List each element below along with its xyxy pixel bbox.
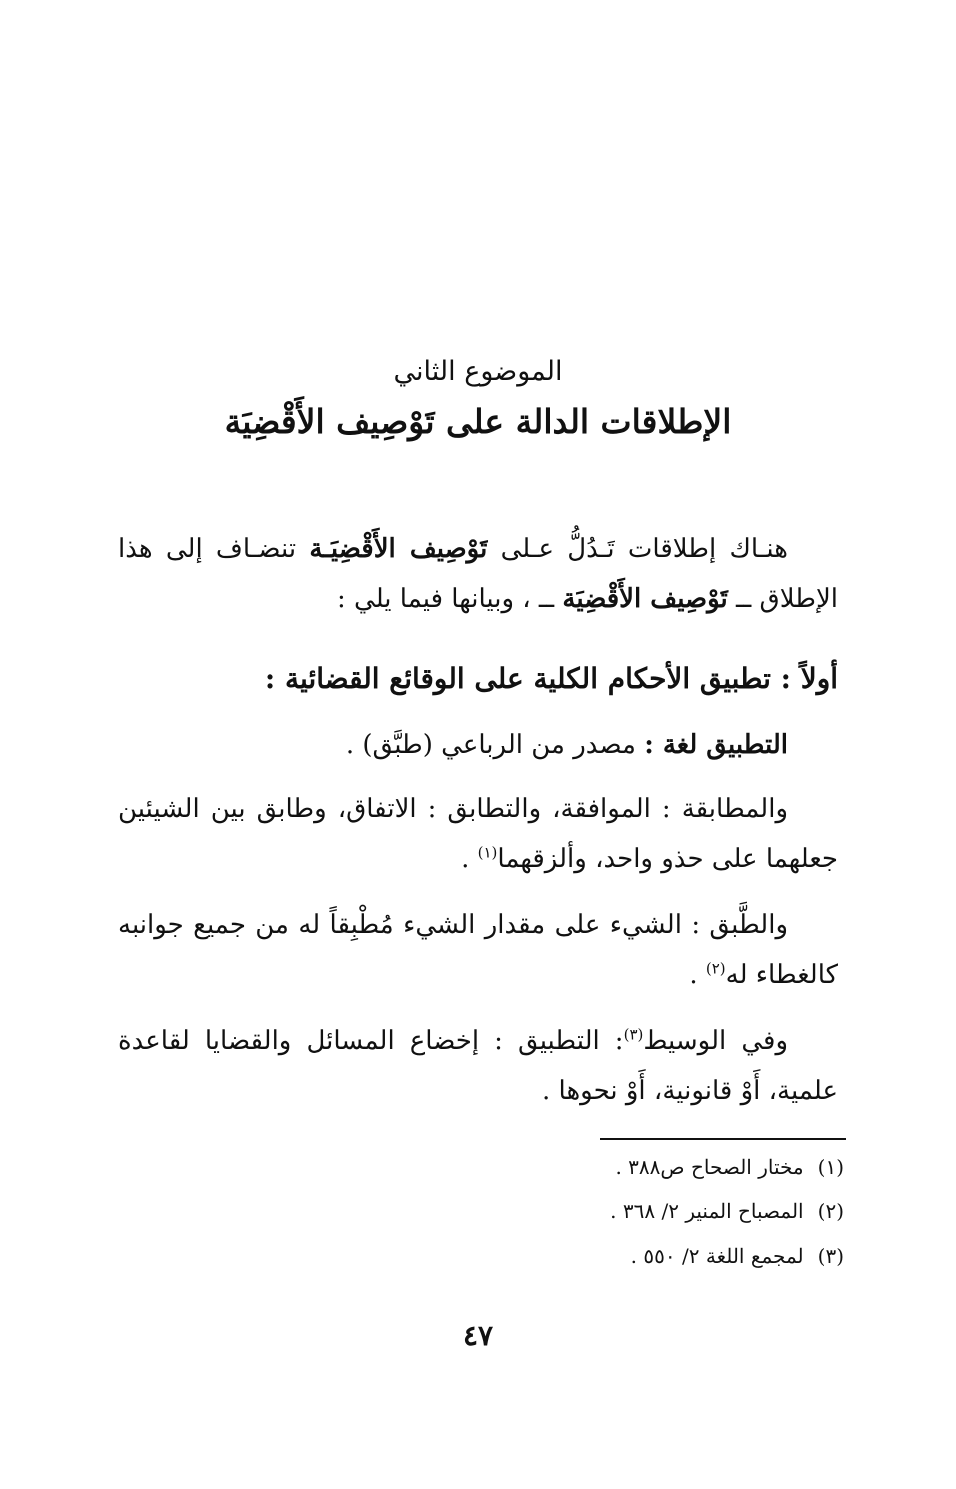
footnote-3-number: (٣) xyxy=(817,1244,844,1268)
footnote-1-number: (١) xyxy=(817,1155,844,1179)
section-heading: أولاً : تطبيق الأحكام الكلية على الوقائع القضائية : xyxy=(264,662,838,695)
definition-text: مصدر من الرباعي (طبَّق) . xyxy=(345,730,645,760)
footnote-divider xyxy=(600,1138,846,1140)
intro-paragraph xyxy=(118,524,838,624)
intro-text-a: هنـاك إطلاقات تَـدُلُّ عـلى xyxy=(487,534,788,564)
intro-text-c: تنضـاف إلى هذا الإطلاق ــ xyxy=(118,534,838,614)
footnote-2-number: (٢) xyxy=(817,1199,844,1223)
definition-term: التطبيق لغة : xyxy=(644,730,788,760)
tabaq-end: . xyxy=(689,960,706,990)
footnote-1-text: مختار الصحاح ص٣٨٨ . xyxy=(615,1155,804,1179)
intro-bold-term-1: تَوْصِيف الأَقْضِيَـة xyxy=(309,534,488,564)
tabaq-paragraph xyxy=(118,900,838,1000)
footnote-3 xyxy=(244,1241,844,1271)
intro-bold-term-2: تَوْصِيف الأَقْضِيَة xyxy=(562,584,728,614)
wasit-text-a: وفي الوسيط xyxy=(643,1026,789,1056)
footnote-ref-1[interactable]: (١) xyxy=(477,843,498,862)
intro-text-d: ــ ، وبيانها فيما يلي : xyxy=(337,584,563,614)
topic-title: الإطلاقات الدالة على تَوْصِيف الأَقْضِيَة xyxy=(224,402,732,441)
wasit-paragraph xyxy=(118,1016,838,1116)
mutabaqa-text: والمطابقة : الموافقة، والتطابق : الاتفاق، وطابق بين الشيئين جعلهما على حذو واحد، وألزقهما xyxy=(118,794,838,874)
footnote-2-text: المصباح المنير ٢/ ٣٦٨ . xyxy=(610,1199,804,1223)
mutabaqa-paragraph xyxy=(118,784,838,884)
footnote-3-text: لمجمع اللغة ٢/ ٥٥٠ . xyxy=(630,1244,804,1268)
footnote-ref-3[interactable]: (٣) xyxy=(623,1025,644,1044)
tabaq-text: والطَّبق : الشيء على مقدار الشيء مُطْبِقاً له من جميع جوانبه كالغطاء له xyxy=(118,910,838,990)
page-number: ٤٧ xyxy=(462,1319,494,1352)
mutabaqa-end: . xyxy=(461,844,478,874)
footnote-1 xyxy=(244,1152,844,1182)
footnote-ref-2[interactable]: (٢) xyxy=(705,959,726,978)
footnote-2 xyxy=(244,1196,844,1226)
topic-label: الموضوع الثاني xyxy=(393,356,563,387)
definition-paragraph xyxy=(118,720,838,770)
wasit-text-b: : التطبيق : إخضاع المسائل والقضايا لقاعدة علمية، أَوْ قانونية، أَوْ نحوها . xyxy=(118,1026,838,1106)
